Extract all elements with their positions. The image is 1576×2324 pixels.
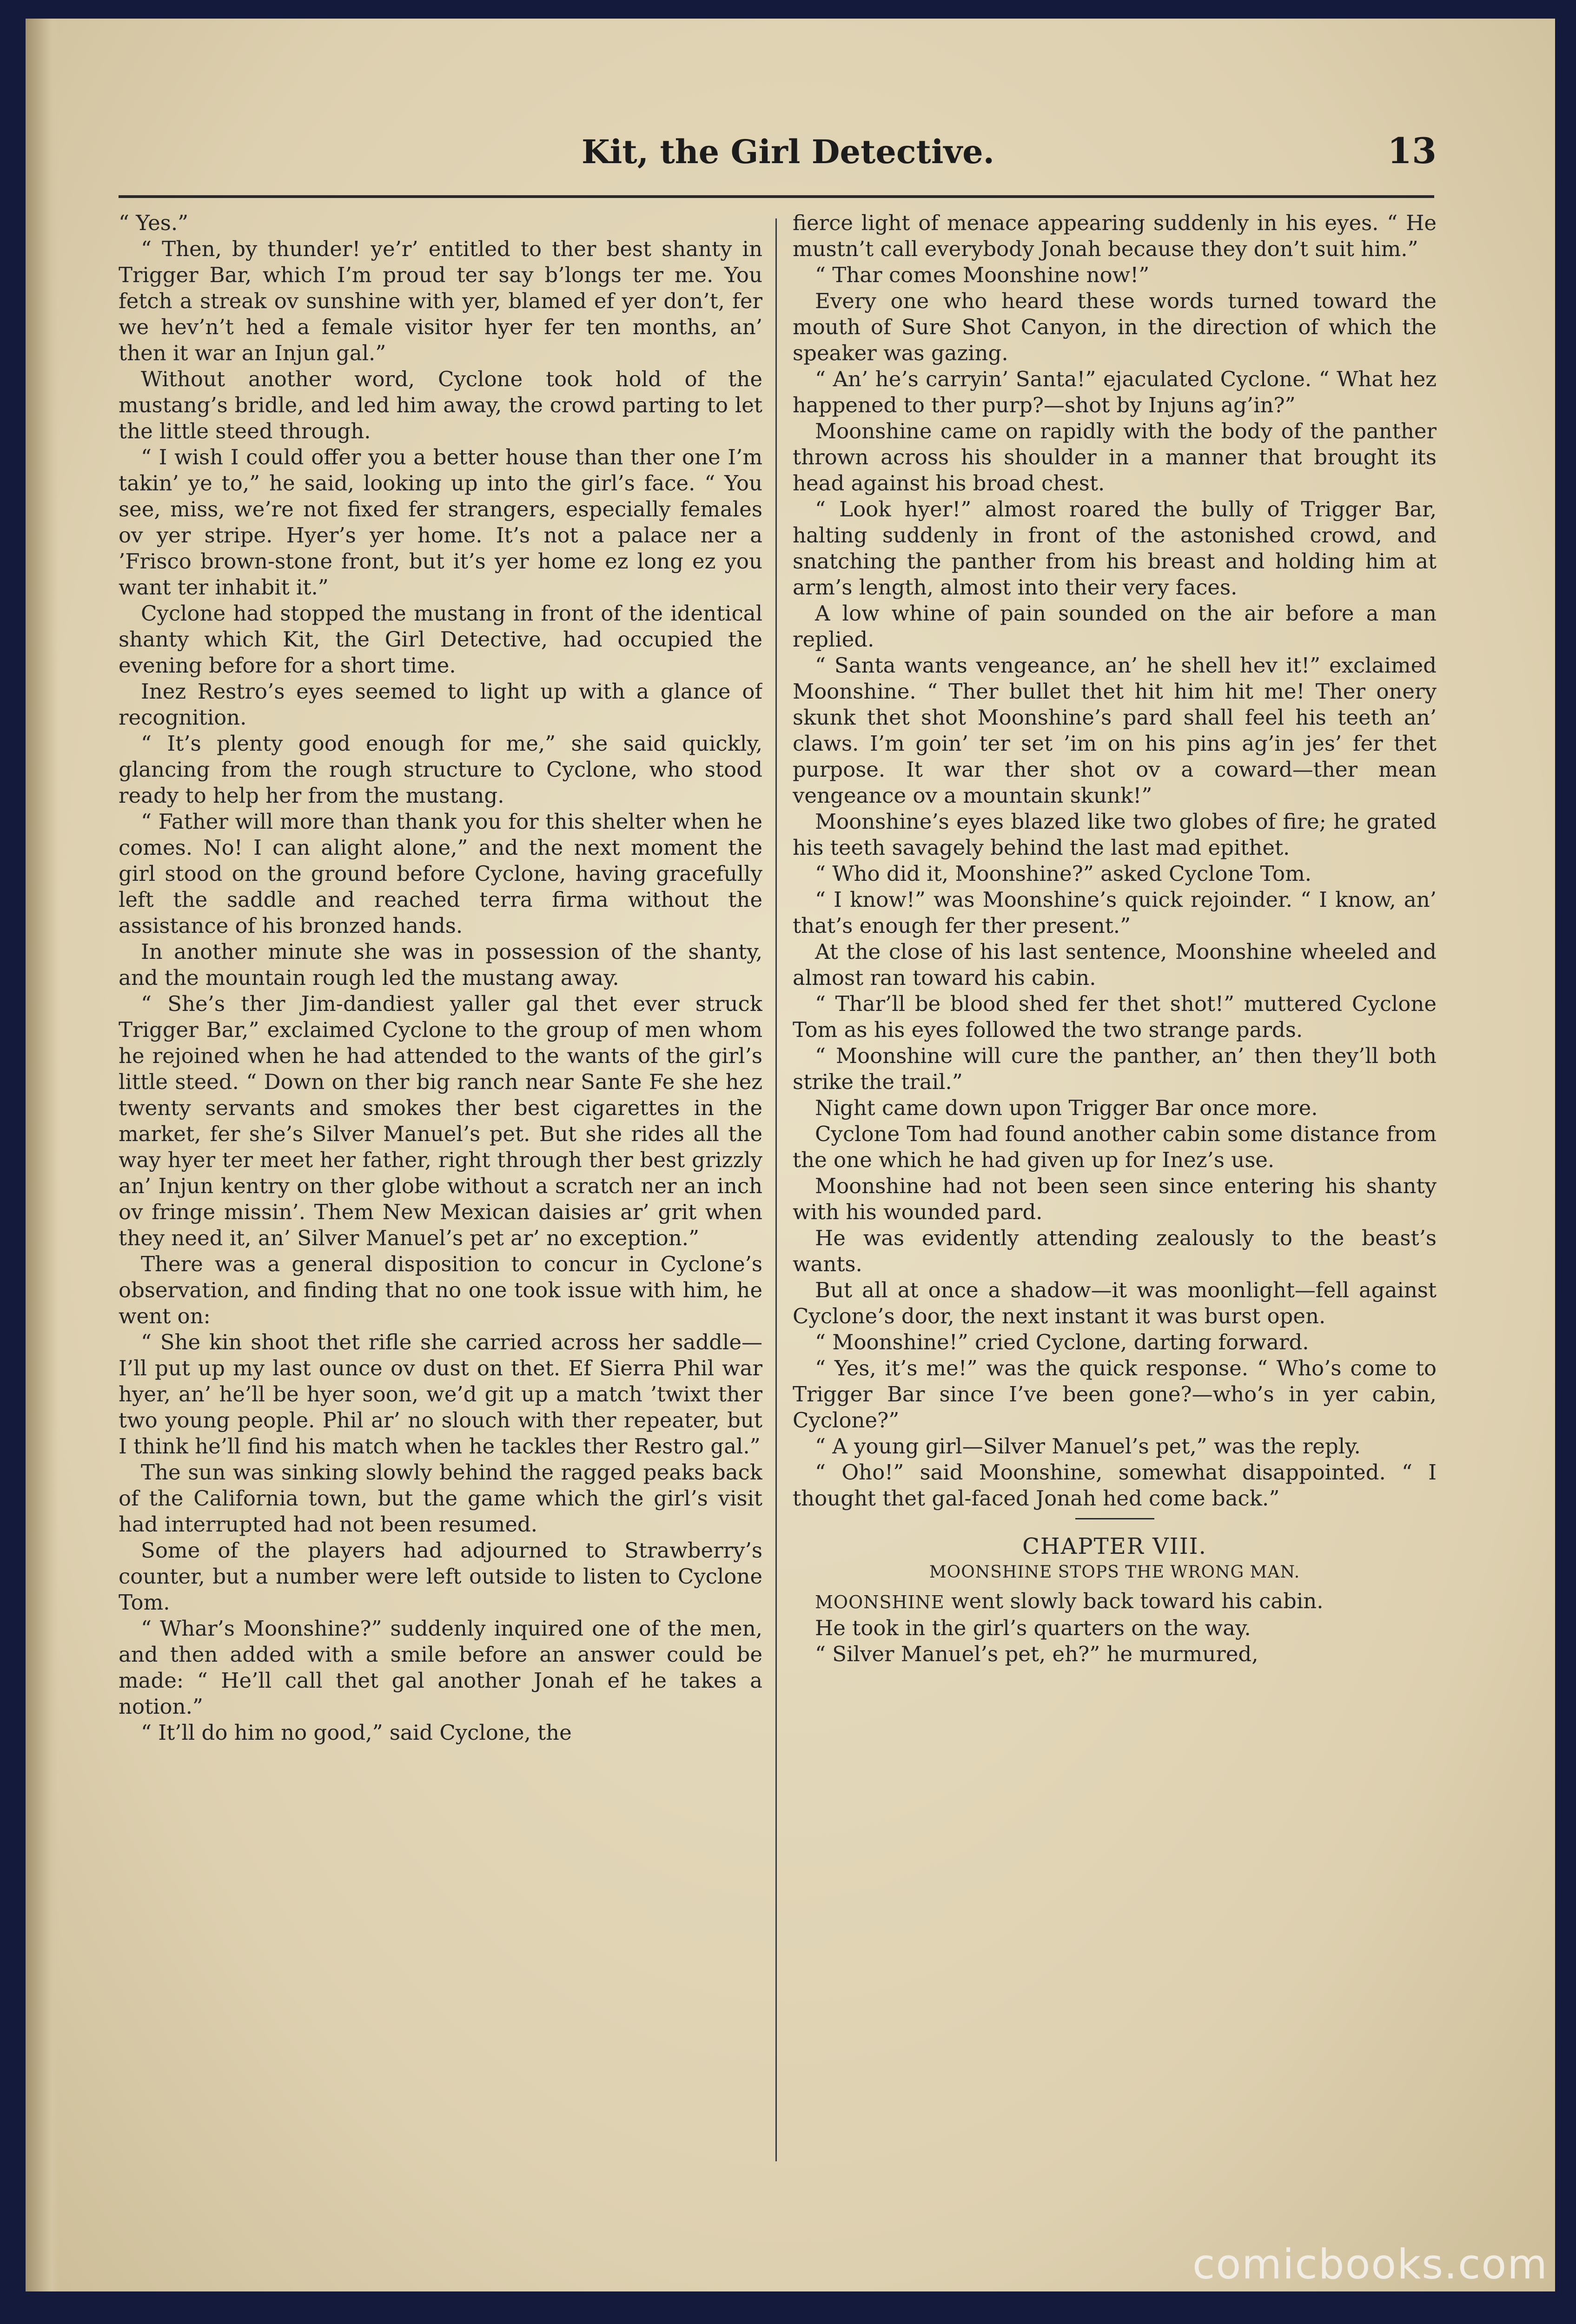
paragraph: “ Then, by thunder! ye’r’ entitled to ther best shanty in Trigger Bar, which I’m proud ter say b’longs ter me. You fetch a streak ov sunshine with yer, blamed ef yer don’t, fer we hev’n’t hed a female visitor hyer fer ten months, an’ then it war an Injun gal.”	[119, 237, 762, 365]
paragraph: “ Thar comes Moonshine now!”	[815, 263, 1150, 287]
paragraph: “ She kin shoot thet rifle she carried across her saddle—I’ll put up my last ounce ov dust on thet. Ef Sierra Phil war hyer, an’ he’ll be hyer soon, we’d git up a match ’twixt ther two young people. Phil ar’ no slouch with ther repeater, but I think he’ll find his match when he tackles ther Restro gal.”	[119, 1330, 762, 1459]
paragraph: “ Who did it, Moonshine?” asked Cyclone Tom.	[815, 861, 1312, 886]
watermark: comicbooks.com	[1192, 2240, 1548, 2288]
paragraph: “ Santa wants vengeance, an’ he shell hev it!” exclaimed Moonshine. “ Ther bullet thet hit him hit me! Ther onery skunk thet shot Moonshine’s pard shall feel his teeth an’ claws. I’m goin’ ter set ’im on his pins ag’in jes’ fer thet purpose. It war ther shot ov a coward—ther mean vengeance ov a mountain skunk!”	[793, 653, 1437, 808]
chapter-subheading: MOONSHINE STOPS THE WRONG MAN.	[929, 1563, 1300, 1582]
chapter-divider	[1075, 1518, 1154, 1519]
paragraph: “ A young girl—Silver Manuel’s pet,” was the reply.	[815, 1434, 1361, 1459]
page-number: 13	[1387, 130, 1437, 172]
paragraph: “ Yes, it’s me!” was the quick response. “ Who’s come to Trigger Bar since I’ve been gone?—who’s in yer cabin, Cyclone?”	[793, 1356, 1437, 1433]
paragraph: Night came down upon Trigger Bar once more.	[815, 1096, 1318, 1120]
paragraph: “ Moonshine will cure the panther, an’ then they’ll both strike the trail.”	[793, 1043, 1437, 1094]
paragraph: “ Thar’ll be blood shed fer thet shot!” muttered Cyclone Tom as his eyes followed the two strange pards.	[793, 991, 1437, 1042]
paragraph: Some of the players had adjourned to Strawberry’s counter, but a number were left outside to listen to Cyclone Tom.	[119, 1538, 762, 1615]
paragraph: “ She’s ther Jim-dandiest yaller gal thet ever struck Trigger Bar,” exclaimed Cyclone to the group of men whom he rejoined when he had attended to the wants of the girl’s little steed. “ Down on ther big ranch near Sante Fe she hez twenty servants and smokes ther best cigarettes in the market, fer she’s Silver Manuel’s pet. But she rides all the way hyer ter meet her father, right through ther best grizzly an’ Injun kentry on ther globe without a scratch ner an inch ov fringe missin’. Them New Mexican daisies ar’ grit when they need it, an’ Silver Manuel’s pet ar’ no exception.”	[119, 991, 762, 1250]
paragraph: “ Silver Manuel’s pet, eh?” he murmured,	[815, 1642, 1258, 1666]
paragraph: “ Oho!” said Moonshine, somewhat disappointed. “ I thought thet gal-faced Jonah hed come back.”	[793, 1460, 1437, 1511]
paragraph: A low whine of pain sounded on the air before a man replied.	[793, 601, 1437, 652]
paragraph: Cyclone had stopped the mustang in front of the identical shanty which Kit, the Girl Detective, had occupied the evening before for a short time.	[119, 601, 762, 678]
chapter-first-sentence: went slowly back toward his cabin.	[944, 1589, 1324, 1613]
paragraph: “ Look hyer!” almost roared the bully of Trigger Bar, halting suddenly in front of the astonished crowd, and snatching the panther from his breast and holding him at arm’s length, almost into their very faces.	[793, 497, 1437, 600]
page-header	[139, 128, 1437, 193]
paragraph: Inez Restro’s eyes seemed to light up with a glance of recognition.	[119, 679, 762, 730]
paragraph: “ Yes.”	[119, 211, 189, 235]
paragraph: In another minute she was in possession of the shanty, and the mountain rough led the mustang away.	[119, 939, 762, 990]
paragraph: “ Whar’s Moonshine?” suddenly inquired one of the men, and then added with a smile before an answer could be made: “ He’ll call thet gal another Jonah ef he takes a notion.”	[119, 1616, 762, 1719]
paragraph: At the close of his last sentence, Moonshine wheeled and almost ran toward his cabin.	[793, 939, 1437, 990]
paragraph: “ I wish I could offer you a better house than ther one I’m takin’ ye to,” he said, looking up into the girl’s face. “ You see, miss, we’re not fixed fer strangers, especially females ov yer stripe. Hyer’s yer home. It’s not a palace ner a ’Frisco brown-stone front, but it’s yer home ez long ez you want ter inhabit it.”	[119, 445, 762, 600]
paragraph: There was a general disposition to concur in Cyclone’s observation, and finding that no one took issue with him, he went on:	[119, 1252, 762, 1328]
paragraph: “ It’ll do him no good,” said Cyclone, the	[141, 1720, 572, 1745]
paragraph: The sun was sinking slowly behind the ragged peaks back of the California town, but the game which the girl’s visit had interrupted had not been resumed.	[119, 1460, 762, 1537]
chapter-first-paragraph	[793, 1588, 1437, 1615]
paragraph: Moonshine came on rapidly with the body of the panther thrown across his shoulder in a manner that brought its head against his broad chest.	[793, 419, 1437, 495]
paragraph: Without another word, Cyclone took hold of the mustang’s bridle, and led him away, the crowd parting to let the little steed through.	[119, 367, 762, 443]
paragraph: “ It’s plenty good enough for me,” she said quickly, glancing from the rough structure to Cyclone, who stood ready to help her from the mustang.	[119, 731, 762, 808]
chapter-lead-word: MOONSHINE	[815, 1592, 945, 1612]
paragraph: Moonshine had not been seen since entering his shanty with his wounded pard.	[793, 1174, 1437, 1224]
paragraph: “ Moonshine!” cried Cyclone, darting forward.	[815, 1330, 1309, 1354]
chapter-heading: CHAPTER VIII.	[1022, 1533, 1207, 1559]
paragraph: He took in the girl’s quarters on the way.	[815, 1616, 1251, 1640]
paragraph: Cyclone Tom had found another cabin some distance from the one which he had given up for Inez’s use.	[793, 1122, 1437, 1172]
paragraph: “ I know!” was Moonshine’s quick rejoinder. “ I know, an’ that’s enough fer ther present.”	[793, 887, 1437, 938]
page-binding-edge	[26, 19, 58, 2291]
paragraph: But all at once a shadow—it was moonlight—fell against Cyclone’s door, the next instant it was burst open.	[793, 1278, 1437, 1328]
column-rule	[775, 218, 777, 2161]
paragraph: Every one who heard these words turned toward the mouth of Sure Shot Canyon, in the direction of which the speaker was gazing.	[793, 289, 1437, 365]
running-title: Kit, the Girl Detective.	[581, 132, 995, 171]
paragraph: “ Father will more than thank you for this shelter when he comes. No! I can alight alone,” and the next moment the girl stood on the ground before Cyclone, having gracefully left the saddle and reached terra firma without the assistance of his bronzed hands.	[119, 809, 762, 938]
paragraph: He was evidently attending zealously to the beast’s wants.	[793, 1226, 1437, 1276]
paragraph: fierce light of menace appearing suddenly in his eyes. “ He mustn’t call everybody Jonah because they don’t suit him.”	[793, 211, 1437, 261]
header-rule	[119, 195, 1434, 198]
left-column	[119, 210, 762, 2172]
paragraph: “ An’ he’s carryin’ Santa!” ejaculated Cyclone. “ What hez happened to ther purp?—shot by Injuns ag’in?”	[793, 367, 1437, 417]
right-column	[793, 210, 1437, 2172]
paragraph: Moonshine’s eyes blazed like two globes of fire; he grated his teeth savagely behind the last mad epithet.	[793, 809, 1437, 860]
